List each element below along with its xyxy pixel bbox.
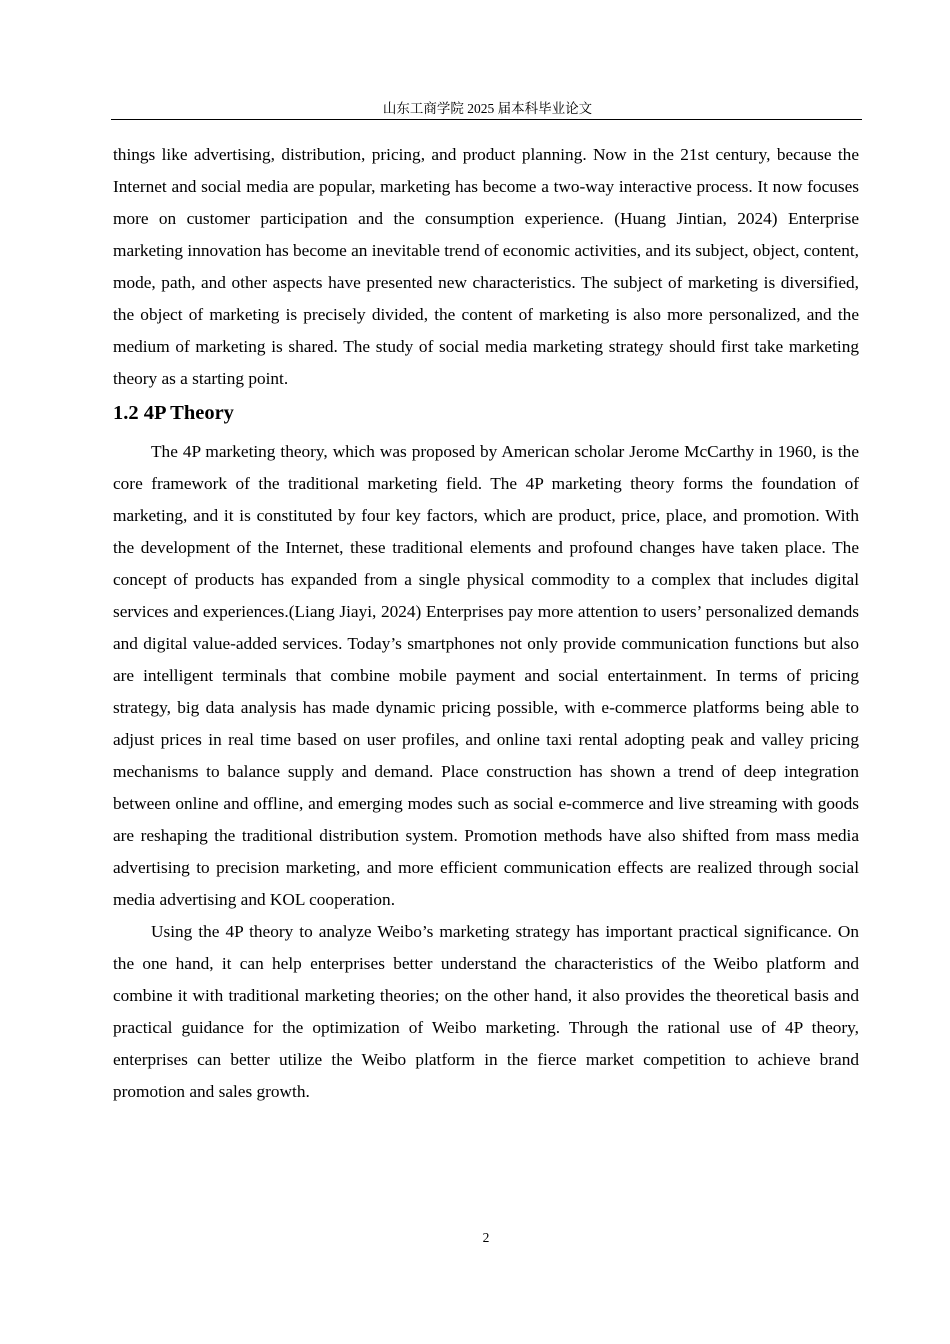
paragraph-weibo-analysis: Using the 4P theory to analyze Weibo’s marketing strategy has important practical significance. On the one hand, it can help enterprises better understand the characteristics of the Weibo platform and combine it with traditional marketing theories; on the other hand, it also provides the theoretical basis and practical guidance for the optimization of Weibo marketing. Through the rational use of 4P theory, enterprises can better utilize the Weibo platform in the fierce market competition to achieve brand promotion and sales growth. <box>113 922 859 1101</box>
header-rule <box>111 119 862 120</box>
body-text <box>113 139 859 1108</box>
page-number: 2 <box>482 1230 490 1245</box>
running-header: 山东工商学院 2025 届本科毕业论文 <box>382 101 593 116</box>
paragraph-4p-theory: The 4P marketing theory, which was proposed by American scholar Jerome McCarthy in 1960, is the core framework of the traditional marketing field. The 4P marketing theory forms the foundation of marketing, and it is constituted by four key factors, which are product, price, place, and promotion. With the development of the Internet, these traditional elements and profound changes have taken place. The concept of products has expanded from a single physical commodity to a complex that includes digital services and experiences.(Liang Jiayi, 2024) Enterprises pay more attention to users’ personalized demands and digital value-added services. Today’s smartphones not only provide communication functions but also are intelligent terminals that combine mobile payment and social entertainment. In terms of pricing strategy, big data analysis has made dynamic pricing possible, with e-commerce platforms being able to adjust prices in real time based on user profiles, and online taxi rental adopting peak and valley pricing mechanisms to balance supply and demand. Place construction has shown a trend of deep integration between online and offline, and emerging modes such as social e-commerce and live streaming with goods are reshaping the traditional distribution system. Promotion methods have also shifted from mass media advertising to precision marketing, and more efficient communication effects are realized through social media advertising and KOL cooperation. <box>113 442 859 909</box>
paragraph-continued: things like advertising, distribution, pricing, and product planning. Now in the 21st century, because the Internet and social media are popular, marketing has become a two-way interactive process. It now focuses more on customer participation and the consumption experience. (Huang Jintian, 2024) Enterprise marketing innovation has become an inevitable trend of economic activities, and its subject, object, content, mode, path, and other aspects have presented new characteristics. The subject of marketing is diversified, the object of marketing is precisely divided, the content of marketing is also more personalized, and the medium of marketing is shared. The study of social media marketing strategy should first take marketing theory as a starting point. <box>113 145 859 388</box>
section-heading: 1.2 4P Theory <box>113 402 234 424</box>
